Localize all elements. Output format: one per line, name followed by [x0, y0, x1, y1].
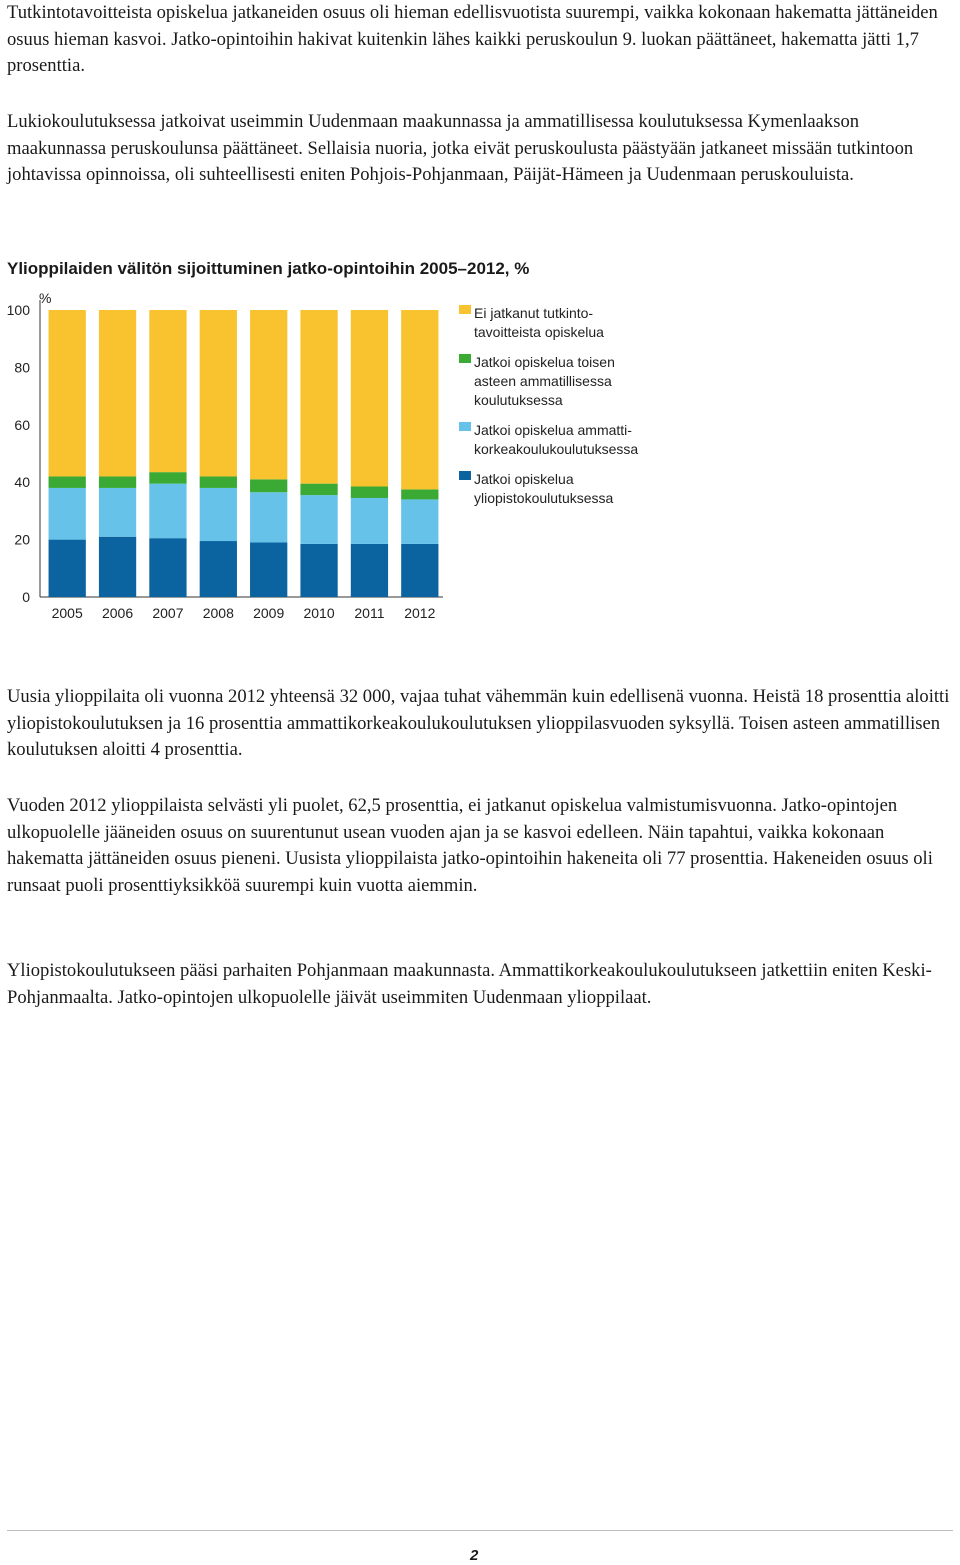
legend-label: Jatkoi opiskelua toisen	[474, 354, 615, 370]
bar-segment	[401, 489, 438, 499]
legend-label: tavoitteista opiskelua	[474, 324, 604, 340]
bar-segment	[300, 544, 337, 597]
bar-segment	[401, 544, 438, 597]
bar-segment	[49, 540, 86, 597]
legend-label: Jatkoi opiskelua ammatti-	[474, 422, 632, 438]
bar-segment	[99, 488, 136, 537]
x-tick-label: 2010	[303, 605, 335, 621]
stacked-bar-chart	[0, 285, 680, 635]
x-tick-label: 2011	[354, 605, 385, 621]
bar-segment	[300, 310, 337, 484]
bar-segment	[401, 310, 438, 489]
bar-segment	[99, 537, 136, 597]
bar-segment	[149, 484, 186, 539]
bar-segment	[49, 310, 86, 476]
y-tick-label: 100	[6, 302, 30, 318]
x-tick-label: 2006	[101, 605, 134, 621]
bar-segment	[401, 499, 438, 543]
bar-segment	[200, 310, 237, 476]
legend-swatch	[459, 354, 471, 363]
bar-segment	[351, 310, 388, 487]
bar-segment	[250, 492, 287, 542]
bar-segment	[351, 487, 388, 498]
bar-segment	[149, 472, 186, 483]
bar-segment	[99, 476, 136, 487]
y-tick-label: 20	[14, 531, 30, 548]
y-axis-unit-label: %	[39, 290, 52, 306]
bar-segment	[250, 310, 287, 479]
x-tick-label: 2005	[51, 605, 83, 621]
bar-segment	[99, 310, 136, 476]
bar-segment	[250, 542, 287, 597]
x-tick-label: 2008	[202, 605, 234, 621]
x-tick-label: 2009	[253, 605, 285, 621]
y-tick-label: 40	[14, 474, 30, 491]
y-tick-label: 0	[22, 589, 30, 605]
legend-label: koulutuksessa	[474, 392, 563, 408]
legend-label: yliopistokoulutuksessa	[474, 490, 614, 506]
graduates-paragraph: Uusia ylioppilaita oli vuonna 2012 yhteensä 32 000, vajaa tuhat vähemmän kuin edellisenä vuonna. Heistä 18 prosenttia aloitti yliopistokoulutuksen ja 16 prosenttia ammattikorkeakoulukoulutuksen ylioppilasvuoden syksyllä. Toisen asteen ammatillisen koulutuksen aloitti 4 prosenttia.	[7, 686, 950, 761]
page-number: 2	[470, 1547, 479, 1564]
legend-swatch	[459, 471, 471, 480]
bar-segment	[200, 541, 237, 597]
bar-segment	[149, 538, 186, 597]
legend-swatch	[459, 305, 471, 314]
x-tick-label: 2012	[404, 605, 436, 621]
legend-label: Jatkoi opiskelua	[474, 471, 574, 487]
legend-label: korkeakoulukoulutuksessa	[474, 441, 639, 457]
legend-label: Ei jatkanut tutkinto-	[474, 305, 594, 321]
legend-label: asteen ammatillisessa	[474, 373, 612, 389]
bar-segment	[300, 495, 337, 544]
chart-title: Ylioppilaiden välitön sijoittuminen jatko-opintoihin 2005–2012, %	[7, 259, 530, 278]
x-tick-label: 2007	[152, 605, 184, 621]
bar-segment	[300, 484, 337, 495]
bar-segment	[200, 476, 237, 487]
legend-swatch	[459, 422, 471, 431]
footer-divider	[7, 1530, 953, 1531]
bar-segment	[49, 476, 86, 487]
intro-paragraph: Tutkintotavoitteista opiskelua jatkaneiden osuus oli hieman edellisvuotista suurempi, vaikka kokonaan hakematta jättäneiden osuus hieman kasvoi. Jatko-opintoihin hakivat kuitenkin lähes kaikki peruskoulun 9. luokan päättäneet, hakematta jätti 1,7 prosenttia.	[7, 2, 938, 77]
bar-segment	[49, 488, 86, 540]
bar-segment	[200, 488, 237, 541]
y-tick-label: 80	[14, 359, 30, 376]
non-continuers-paragraph: Vuoden 2012 ylioppilaista selvästi yli puolet, 62,5 prosenttia, ei jatkanut opiskelua valmistumisvuonna. Jatko-opintojen ulkopuolelle jääneiden osuus on suurentunut usean vuoden ajan ja se kasvoi edelleen. Näin tapahtui, vaikka kokonaan hakematta jättäneiden osuus pieneni. Uusista ylioppilaista jatko-opintoihin hakeneita oli 77 prosenttia. Hakeneiden osuus oli runsaat puoli prosenttiyksikköä suurempi kuin vuotta aiemmin.	[7, 795, 933, 896]
regional-graduates-paragraph: Yliopistokoulutukseen pääsi parhaiten Pohjanmaan maakunnasta. Ammattikorkeakoulukoulutukseen jatkettiin eniten Keski-Pohjanmaalta. Jatko-opintojen ulkopuolelle jäivät useimmiten Uudenmaan ylioppilaat.	[7, 960, 932, 1008]
bar-segment	[351, 544, 388, 597]
bar-segment	[351, 498, 388, 544]
regional-paragraph: Lukiokoulutuksessa jatkoivat useimmin Uudenmaan maakunnassa ja ammatillisessa koulutuksessa Kymenlaakson maakunnassa peruskoulunsa päättäneet. Sellaisia nuoria, jotka eivät peruskoulusta päästyään jatkaneet missään tutkintoon johtavissa opinnoissa, oli suhteellisesti eniten Pohjois-Pohjanmaan, Päijät-Hämeen ja Uudenmaan peruskouluista.	[7, 111, 914, 186]
bar-segment	[149, 310, 186, 472]
bar-segment	[250, 479, 287, 492]
y-tick-label: 60	[14, 416, 30, 433]
